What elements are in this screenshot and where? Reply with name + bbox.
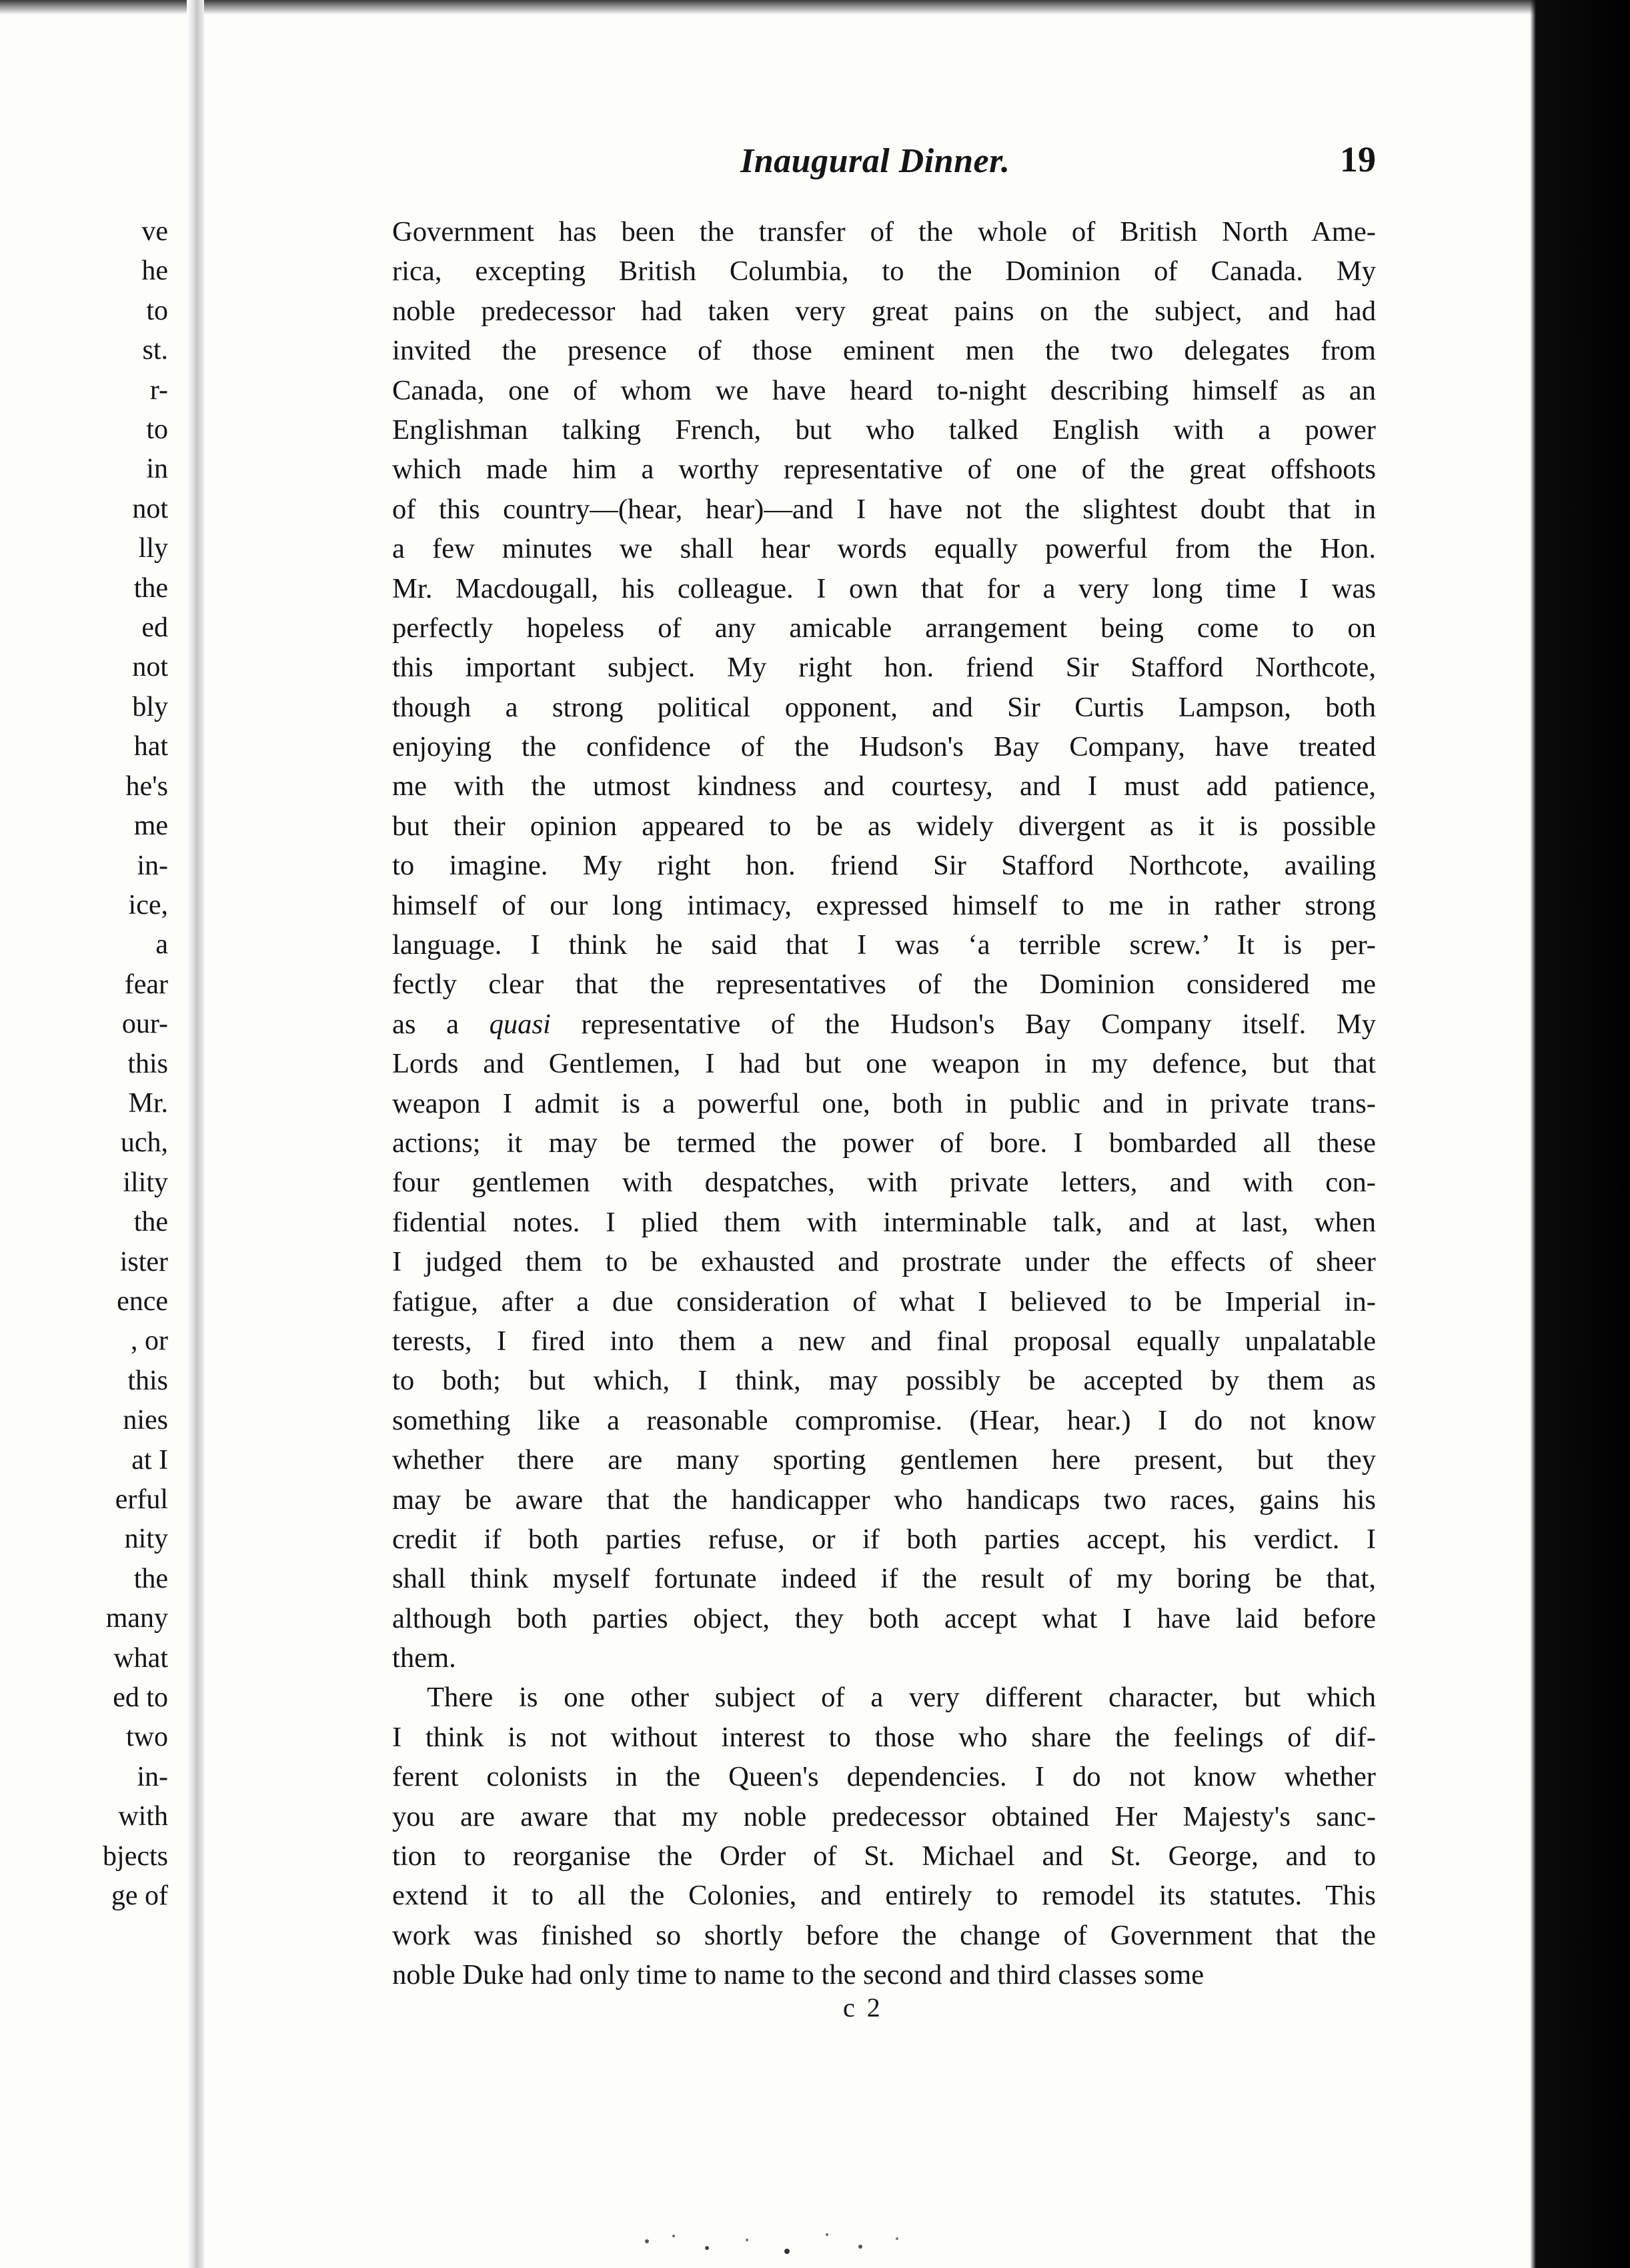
previous-page-fragment: this [127, 1048, 168, 1079]
text-line: of this country—(hear, hear)—and I have not the slightest doubt that in [392, 493, 1376, 525]
text-line: There is one other subject of a very different character, but which [427, 1682, 1376, 1714]
text-line: rica, excepting British Columbia, to the Dominion of Canada. My [392, 255, 1376, 288]
previous-page-fragment: he [141, 255, 168, 287]
previous-page-fragment: not [132, 652, 168, 683]
previous-page-fragment: ed to [113, 1682, 168, 1714]
text-line: shall think myself fortunate indeed if the result of my boring be that, [392, 1563, 1376, 1595]
text-line: a few minutes we shall hear words equally powerful from the Hon. [392, 533, 1376, 565]
text-line: you are aware that my noble predecessor obtained Her Majesty's sanc- [392, 1800, 1376, 1832]
text-line: himself of our long intimacy, expressed himself to me in rather strong [392, 889, 1376, 921]
body-text [392, 212, 1376, 1995]
previous-page-fragment: he's [125, 770, 168, 802]
previous-page-fragment: hat [133, 731, 168, 762]
text-line: them. [392, 1642, 456, 1674]
previous-page-fragment: to [146, 414, 168, 446]
page-right-edge-shadow [1530, 0, 1630, 2268]
text-line: whether there are many sporting gentlemen here present, but they [392, 1444, 1376, 1476]
text-line: actions; it may be termed the power of bore. I bombarded all these [392, 1127, 1376, 1159]
text-line: something like a reasonable compromise. (Hear, hear.) I do not know [392, 1404, 1376, 1436]
text-line: Englishman talking French, but who talked English with a power [392, 414, 1376, 446]
text-line: fidential notes. I plied them with interminable talk, and at last, when [392, 1206, 1376, 1238]
previous-page-fragment: what [113, 1642, 168, 1674]
text-line: may be aware that the handicapper who handicaps two races, gains his [392, 1484, 1376, 1516]
previous-page-fragment: erful [115, 1484, 168, 1515]
previous-page-fragment: this [127, 1365, 168, 1396]
previous-page-fragment: nity [124, 1524, 168, 1555]
text-line: me with the utmost kindness and courtesy, and I must add patience, [392, 770, 1376, 802]
scan-specks [634, 2221, 914, 2261]
previous-page-fragment: in- [137, 850, 168, 881]
previous-page-fragment: our- [121, 1009, 168, 1040]
text-line: to imagine. My right hon. friend Sir Stafford Northcote, availing [392, 850, 1376, 882]
previous-page-fragment: lly [138, 533, 168, 564]
text-line: Lords and Gentlemen, I had but one weapon in my defence, but that [392, 1048, 1376, 1080]
text-line: fatigue, after a due consideration of what I believed to be Imperial in- [392, 1285, 1376, 1317]
previous-page-fragment: me [133, 810, 168, 842]
signature-mark: c 2 [843, 1993, 883, 2023]
previous-page-fragment: ence [117, 1285, 168, 1317]
text-line: which made him a worthy representative of one of the great offshoots [392, 454, 1376, 486]
previous-page-fragment: in- [137, 1761, 168, 1792]
text-line: Government has been the transfer of the whole of British North Ame- [392, 216, 1376, 247]
previous-page-fragment: ve [141, 216, 168, 247]
previous-page-fragment: Mr. [128, 1087, 168, 1119]
text-line: invited the presence of those eminent men the two delegates from [392, 335, 1376, 367]
previous-page-fragment: ed [141, 612, 168, 644]
running-head [392, 133, 1376, 191]
previous-page-fragment: ge of [111, 1880, 168, 1912]
text-line: as a quasi representative of the Hudson's Bay Company itself. My [392, 1008, 1376, 1040]
previous-page-fragment: ister [119, 1246, 168, 1277]
previous-page-fragment: a [155, 929, 168, 961]
italic-word: quasi [489, 1008, 551, 1040]
previous-page-fragment: with [118, 1801, 168, 1832]
previous-page-fragment: ility [123, 1167, 168, 1198]
text-line: Mr. Macdougall, his colleague. I own that for a very long time I was [392, 572, 1376, 604]
previous-page-fragment: the [133, 572, 168, 604]
text-line: language. I think he said that I was ‘a terrible screw.’ It is per- [392, 929, 1376, 961]
previous-page-fragment: fear [124, 969, 168, 1000]
text-line: extend it to all the Colonies, and entirely to remodel its statutes. This [392, 1880, 1376, 1912]
previous-page-fragment: st. [142, 335, 168, 366]
previous-page-fragment: , or [131, 1325, 168, 1357]
previous-page-fragment: the [133, 1207, 168, 1238]
text-line: perfectly hopeless of any amicable arrangement being come to on [392, 612, 1376, 644]
text-line: fectly clear that the representatives of the Dominion considered me [392, 969, 1376, 1001]
previous-page-fragment: r- [149, 374, 168, 406]
text-line: noble Duke had only time to name to the second and third classes some [392, 1959, 1204, 1991]
text-line: four gentlemen with despatches, with private letters, and with con- [392, 1167, 1376, 1199]
text-line: though a strong political opponent, and Sir Curtis Lampson, both [392, 691, 1376, 723]
text-line: I judged them to be exhausted and prostrate under the effects of sheer [392, 1246, 1376, 1278]
page-top-edge-shadow [0, 0, 1630, 15]
previous-page-fragment: ice, [128, 889, 168, 921]
text-line: work was finished so shortly before the change of Government that the [392, 1919, 1376, 1951]
previous-page-fragment: uch, [120, 1127, 168, 1159]
text-line: credit if both parties refuse, or if both parties accept, his verdict. I [392, 1523, 1376, 1555]
previous-page-fragment: the [133, 1563, 168, 1594]
previous-page-fragment: at I [131, 1444, 168, 1476]
text-line: tion to reorganise the Order of St. Michael and St. George, and to [392, 1840, 1376, 1872]
previous-page-fragment: to [146, 295, 168, 326]
text-line: this important subject. My right hon. friend Sir Stafford Northcote, [392, 652, 1376, 684]
text-line: to both; but which, I think, may possibly be accepted by them as [392, 1365, 1376, 1397]
text-line: enjoying the confidence of the Hudson's Bay Company, have treated [392, 731, 1376, 763]
previous-page-fragment: not [132, 493, 168, 524]
previous-page-fragment: two [126, 1722, 168, 1753]
previous-page-fragment: bjects [103, 1840, 168, 1872]
page-number: 19 [1340, 139, 1376, 179]
previous-page-fragment: bly [132, 691, 168, 722]
running-head-title: Inaugural Dinner. [740, 142, 1010, 180]
text-line: Canada, one of whom we have heard to-night describing himself as an [392, 374, 1376, 406]
text-line: terests, I fired into them a new and final proposal equally unpalatable [392, 1325, 1376, 1357]
previous-page-edge [0, 0, 187, 2268]
previous-page-fragment: nies [123, 1405, 168, 1436]
text-line: ferent colonists in the Queen's dependencies. I do not know whether [392, 1761, 1376, 1793]
text-line: but their opinion appeared to be as widely divergent as it is possible [392, 810, 1376, 842]
text-line: noble predecessor had taken very great pains on the subject, and had [392, 295, 1376, 327]
previous-page-fragment: many [105, 1603, 168, 1634]
text-line: I think is not without interest to those who share the feelings of dif- [392, 1721, 1376, 1753]
previous-page-fragments [103, 212, 168, 1916]
previous-page-fragment: in [146, 454, 168, 485]
text-line: although both parties object, they both accept what I have laid before [392, 1602, 1376, 1634]
book-gutter [187, 0, 204, 2268]
text-line: weapon I admit is a powerful one, both in public and in private trans- [392, 1087, 1376, 1119]
